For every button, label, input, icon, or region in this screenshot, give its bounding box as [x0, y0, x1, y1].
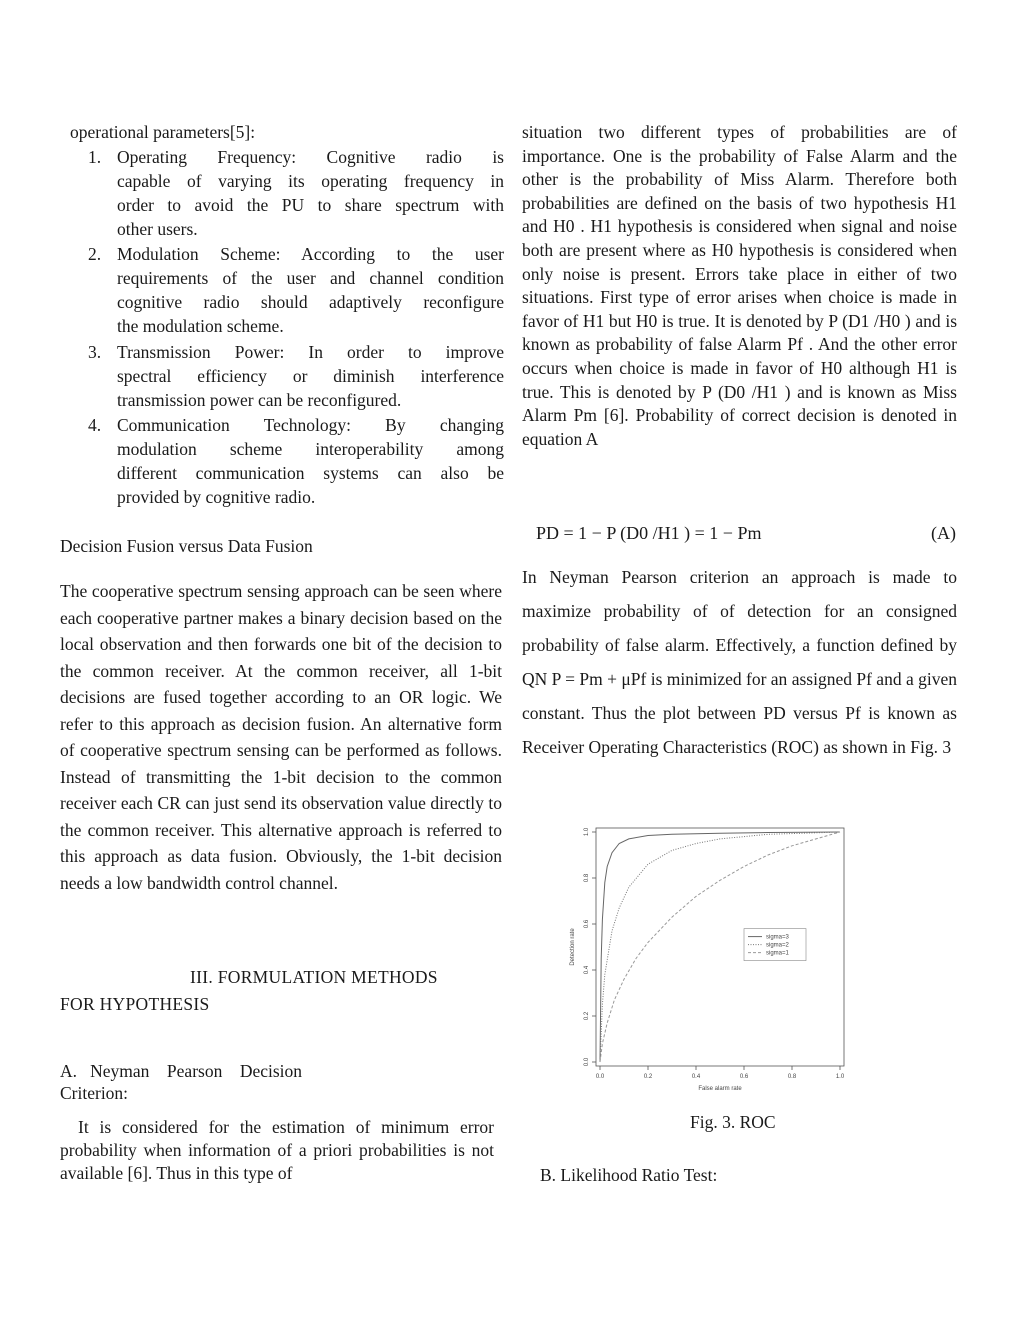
subsection-neyman-line1: A. Neyman Pearson Decision	[60, 1061, 303, 1081]
list-item-line: different communication systems can also be	[117, 463, 504, 483]
y-tick-label: 0.2	[584, 1011, 590, 1021]
roc-plot-area	[570, 827, 845, 1092]
x-tick-label: 0.4	[691, 1074, 701, 1080]
paragraph-roc-intro: In Neyman Pearson criterion an approach is made to maximize probability of of detection for an consigned probability of false alarm. Effectively, a function defined by QN P = Pm + μPf is minimized for an assigned Pf and a given constant. Thus the plot between PD versus Pf is known as Receiver Operating Characteristics (ROC) as shown in Fig. 3	[522, 567, 957, 757]
x-tick-label: 0.2	[643, 1074, 653, 1080]
list-item-line: Transmission Power: In order to improve	[117, 342, 504, 362]
y-tick-label: 0.6	[584, 919, 590, 929]
list-item-line: capable of varying its operating frequency in	[117, 171, 504, 191]
subsection-likelihood: B. Likelihood Ratio Test:	[540, 1165, 718, 1185]
figure-caption: Fig. 3. ROC	[690, 1112, 776, 1132]
list-item-line: order to avoid the PU to share spectrum with	[117, 195, 504, 215]
plot-frame	[596, 828, 844, 1066]
x-tick-label: 0.8	[787, 1074, 797, 1080]
section-heading-line2: FOR HYPOTHESIS	[60, 994, 210, 1014]
x-tick-label: 0.6	[739, 1074, 749, 1080]
equation-a	[536, 523, 956, 544]
x-axis-label: False alarm rate	[698, 1086, 742, 1092]
x-tick-label: 0.0	[595, 1074, 605, 1080]
intro-line: operational parameters[5]:	[70, 122, 256, 142]
list-item-line: Modulation Scheme: According to the user	[117, 244, 504, 264]
y-tick-label: 1.0	[584, 827, 590, 837]
y-tick-label: 0.0	[584, 1057, 590, 1067]
list-item-number: 1.	[88, 147, 102, 167]
legend-label: sigma=1	[766, 950, 789, 957]
list-item-line: Communication Technology: By changing	[117, 415, 504, 435]
paragraph-decision-fusion: The cooperative spectrum sensing approach can be seen where each cooperative partner makes a binary decision based on the local observation and then forwards one bit of the decision to the common receiver. At the common receiver, all 1-bit decisions are fused together according to an OR logic. We refer to this approach as decision fusion. An alternative form of cooperative spectrum sensing can be performed as follows. Instead of transmitting the 1-bit decision to the common receiver each CR can just send its observation value directly to the common receiver. This alternative approach is referred to this approach as data fusion. Obviously, the 1-bit decision needs a low bandwidth control channel.	[60, 581, 502, 893]
list-item-line: transmission power can be reconfigured.	[117, 390, 402, 410]
roc-chart	[560, 820, 860, 1100]
list-item-line: Operating Frequency: Cognitive radio is	[117, 147, 504, 167]
paragraph-probabilities: situation two different types of probabilities are of importance. One is the probability of False Alarm and the other is the probability of Miss Alarm. Therefore both probabilities are defined on the basis of two hypothesis H1 and H0 . H1 hypothesis is considered when signal and noise both are present where as H0 hypothesis is considered when only noise is present. Errors take place in either of two situations. First type of error arises when choice is made in favor of H1 but H0 is true. It is denoted by P (D1 /H0 ) and is known as probability of false Alarm Pf . And the other error occurs when choice is made in favor of H0 although H1 is true. This is denoted by P (D0 /H1 ) and is known as Miss Alarm Pm [6]. Probability of correct decision is denoted in equation A	[522, 122, 957, 449]
equation-text: PD = 1 − P (D0 /H1 ) = 1 − Pm	[536, 523, 762, 543]
y-tick-label: 0.8	[584, 873, 590, 883]
list-item-line: provided by cognitive radio.	[117, 487, 316, 507]
list-item-number: 2.	[88, 244, 102, 264]
list-item-line: requirements of the user and channel condition	[117, 268, 504, 288]
list-item-line: other users.	[117, 219, 198, 239]
y-axis-label: Detection rate	[570, 928, 576, 966]
subsection-neyman-line2: Criterion:	[60, 1083, 129, 1103]
paragraph-neyman: It is considered for the estimation of minimum error probability when information of a priori probabilities is not available [6]. Thus in this type of	[60, 1117, 494, 1183]
list-item-line: spectral efficiency or diminish interference	[117, 366, 504, 386]
subheading-decision-fusion: Decision Fusion versus Data Fusion	[60, 536, 313, 556]
list-item-number: 4.	[88, 415, 102, 435]
section-heading-line1: III. FORMULATION METHODS	[190, 967, 438, 987]
list-item-number: 3.	[88, 342, 102, 362]
legend-label: sigma=2	[766, 942, 789, 949]
legend-label: sigma=3	[766, 934, 789, 941]
y-tick-label: 0.4	[584, 965, 590, 975]
list-item-line: modulation scheme interoperability among	[117, 439, 504, 459]
equation-number: (A)	[931, 523, 956, 543]
list-item-line: cognitive radio should adaptively reconfigure	[117, 292, 504, 312]
x-tick-label: 1.0	[835, 1074, 845, 1080]
list-item-line: the modulation scheme.	[117, 316, 284, 336]
